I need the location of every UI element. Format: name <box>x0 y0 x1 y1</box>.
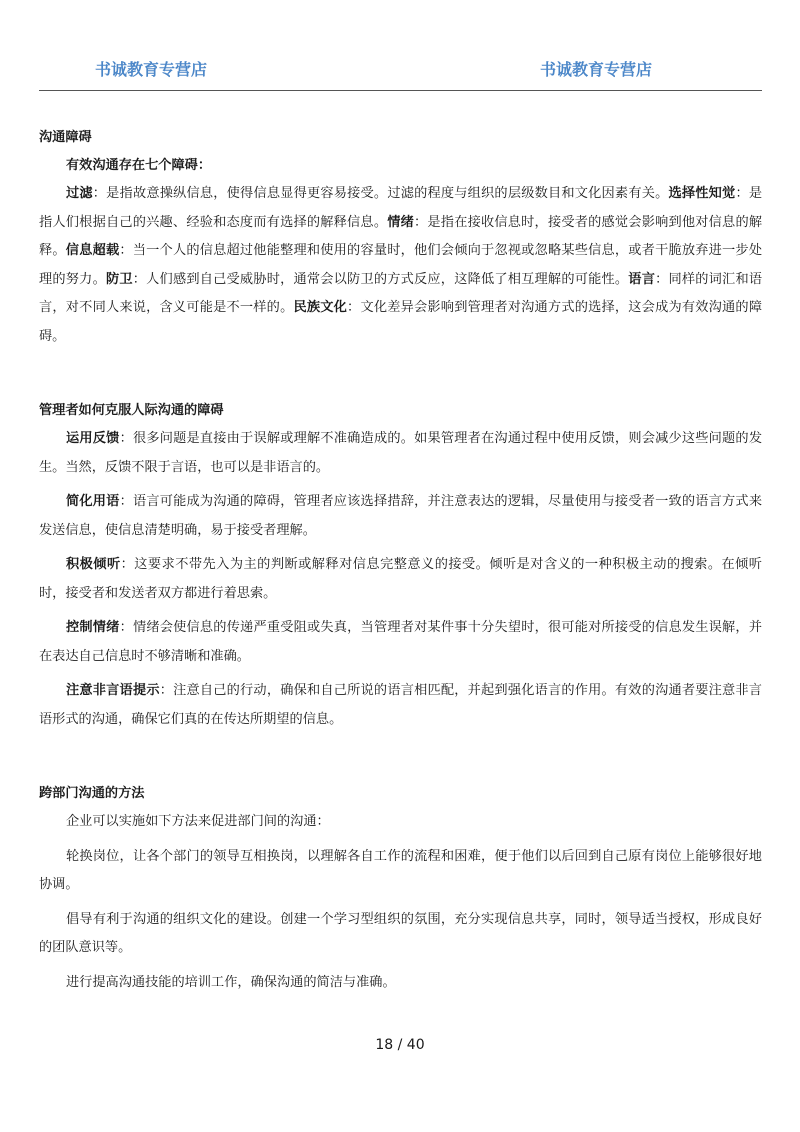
section-title-barriers: 沟通障碍 <box>39 130 92 145</box>
list-item <box>39 551 762 608</box>
page-header <box>0 0 800 92</box>
term-national-culture: 民族文化 <box>293 300 348 315</box>
list-item <box>39 488 762 545</box>
term-defense: 防卫 <box>105 271 133 287</box>
term-active-listening: 积极倾听 <box>66 557 121 572</box>
desc-national-culture: ：文化差异会影响到管理者对沟通方式的选择，这会成为有效沟通的障碍。 <box>39 300 763 344</box>
term-simplify-language: 简化用语 <box>66 494 120 509</box>
list-item: 企业可以实施如下方法来促进部门间的沟通： <box>66 814 330 829</box>
list-item: 进行提高沟通技能的培训工作，确保沟通的简洁与准确。 <box>66 974 396 990</box>
section-title-cross-department: 跨部门沟通的方法 <box>39 786 145 801</box>
term-nonverbal-cues: 注意非言语提示 <box>66 683 160 698</box>
page-number: 18 / 40 <box>375 1037 425 1053</box>
term-control-emotion: 控制情绪 <box>66 620 120 635</box>
header-divider <box>39 90 762 91</box>
section-subtitle-seven-barriers: 有效沟通存在七个障碍： <box>66 158 212 173</box>
term-filter: 过滤 <box>66 186 93 201</box>
header-store-name-right: 书诚教育专营店 <box>540 60 653 79</box>
term-language: 语言 <box>628 271 656 287</box>
barriers-paragraph <box>39 180 762 351</box>
desc-selective-perception: ：是指人们根据自己的兴趣、经验和态度而有选择的解释信息。 <box>39 186 763 230</box>
list-item: 倡导有利于沟通的组织文化的建设。创建一个学习型组织的氛围，充分实现信息共享，同时，领导适当授权，形成良好的团队意识等。 <box>39 911 762 955</box>
section-title-overcome-barriers: 管理者如何克服人际沟通的障碍 <box>39 403 224 418</box>
header-store-name-left: 书诚教育专营店 <box>95 60 208 79</box>
desc-simplify-language: ：语言可能成为沟通的障碍，管理者应该选择措辞，并注意表达的逻辑，尽量使用与接受者一致的语言方式来发送信息，使信息清楚明确，易于接受者理解。 <box>39 494 763 538</box>
desc-nonverbal-cues: ：注意自己的行动，确保和自己所说的语言相匹配，并起到强化语言的作用。有效的沟通者要注意非言语形式的沟通，确保它们真的在传达所期望的信息。 <box>39 683 762 727</box>
desc-active-listening: ：这要求不带先入为主的判断或解释对信息完整意义的接受。倾听是对含义的一种积极主动的搜索。在倾听时，接受者和发送者双方都进行着思索。 <box>39 557 762 601</box>
list-item: 轮换岗位，让各个部门的领导互相换岗，以理解各自工作的流程和困难，便于他们以后回到自己原有岗位上能够很好地协调。 <box>39 848 762 892</box>
list-item <box>39 425 762 482</box>
desc-filter: ：是指故意操纵信息，使得信息显得更容易接受。过滤的程度与组织的层级数目和文化因素有关。 <box>92 186 669 201</box>
term-information-overload: 信息超载 <box>65 243 120 258</box>
list-item <box>39 677 762 734</box>
term-emotion: 情绪 <box>387 214 415 230</box>
document-body <box>39 124 762 997</box>
desc-language: ：同样的词汇和语言，对不同人来说，含义可能是不一样的。 <box>39 271 763 315</box>
desc-feedback: ：很多问题是直接由于误解或理解不准确造成的。如果管理者在沟通过程中使用反馈，则会减少这些问题的发生。当然，反馈不限于言语，也可以是非语言的。 <box>39 431 763 475</box>
desc-defense: ：人们感到自己受威胁时，通常会以防卫的方式反应，这降低了相互理解的可能性。 <box>132 271 629 287</box>
term-feedback: 运用反馈 <box>66 431 120 446</box>
term-selective-perception: 选择性知觉 <box>668 186 736 201</box>
desc-emotion: ：是指在接收信息时，接受者的感觉会影响到他对信息的解释。 <box>39 214 763 258</box>
list-item <box>39 614 762 671</box>
desc-control-emotion: ：情绪会使信息的传递严重受阻或失真，当管理者对某件事十分失望时，很可能对所接受的信息发生误解，并在表达自己信息时不够清晰和准确。 <box>39 620 763 664</box>
desc-information-overload: ：当一个人的信息超过他能整理和使用的容量时，他们会倾向于忽视或忽略某些信息，或者干脆放弃进一步处理的努力。 <box>39 243 763 287</box>
